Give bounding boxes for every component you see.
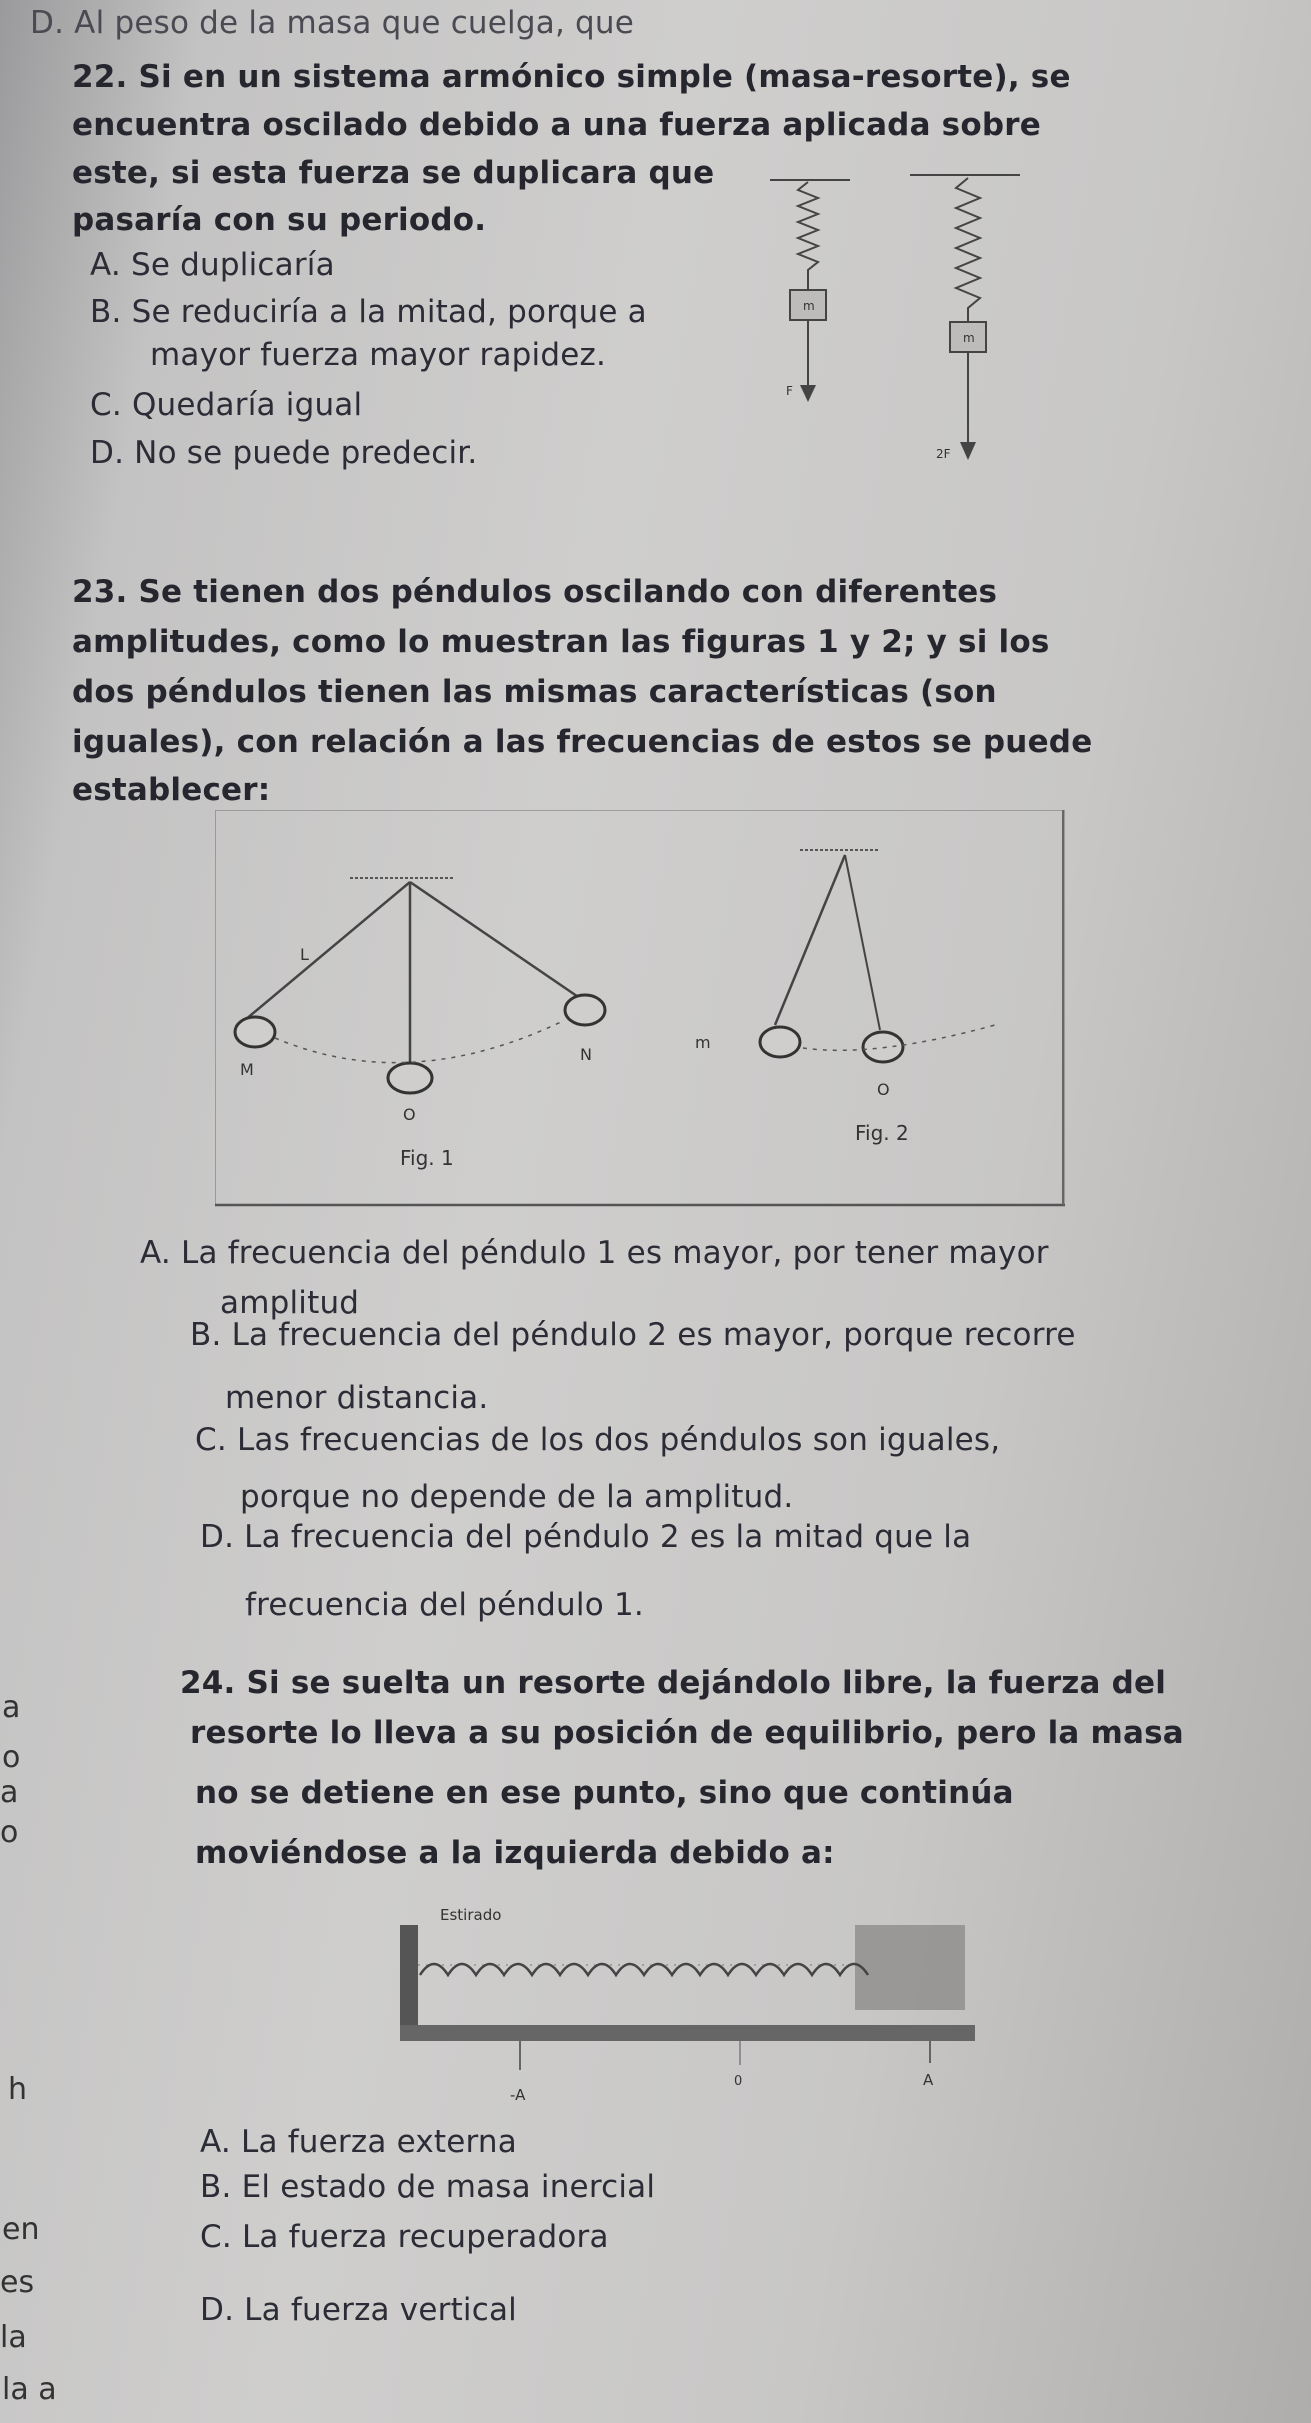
q22-option-a: A. Se duplicaría bbox=[90, 247, 335, 283]
margin-fragment: h bbox=[8, 2072, 28, 2107]
margin-fragment: la bbox=[0, 2320, 27, 2355]
prev-option-d: D. Al peso de la masa que cuelga, que bbox=[30, 5, 635, 41]
q22-option-d: D. No se puede predecir. bbox=[90, 435, 478, 471]
pendulum-1-bob-m bbox=[235, 1017, 275, 1047]
pendulum-1-string-left bbox=[245, 882, 410, 1020]
pendulum-2-string-center bbox=[845, 855, 880, 1030]
pendulum-2-string-left bbox=[775, 855, 845, 1025]
label-o-2: O bbox=[877, 1080, 890, 1099]
q22-option-b-line-2: mayor fuerza mayor rapidez. bbox=[150, 337, 607, 373]
q23-option-b-line-2: menor distancia. bbox=[225, 1380, 489, 1416]
stretched-spring bbox=[420, 1964, 868, 1975]
label-l: L bbox=[300, 945, 309, 964]
label-minus-a: -A bbox=[510, 2086, 526, 2104]
fig-2-caption: Fig. 2 bbox=[855, 1121, 909, 1145]
q24-option-d: D. La fuerza vertical bbox=[200, 2292, 517, 2328]
pendulum-1-arc bbox=[275, 1020, 565, 1063]
pendulum-2-bob-m bbox=[760, 1027, 800, 1057]
margin-fragment: en bbox=[2, 2212, 40, 2247]
q22-line-4: pasaría con su periodo. bbox=[72, 202, 487, 238]
q24-line-1: 24. Si se suelta un resorte dejándolo libre, la fuerza del bbox=[180, 1665, 1167, 1701]
q24-line-2: resorte lo lleva a su posición de equilibrio, pero la masa bbox=[190, 1715, 1184, 1751]
margin-fragment: o bbox=[0, 1815, 19, 1850]
mass-label-1: m bbox=[803, 299, 815, 313]
q23-line-4: iguales), con relación a las frecuencias de estos se puede bbox=[72, 724, 1093, 760]
label-n: N bbox=[580, 1045, 592, 1064]
spring-1 bbox=[798, 182, 818, 290]
margin-fragment: la a bbox=[2, 2372, 57, 2407]
q23-line-3: dos péndulos tienen las mismas características (son bbox=[72, 674, 997, 710]
label-o-1: O bbox=[403, 1105, 416, 1124]
label-zero: 0 bbox=[734, 2074, 743, 2089]
label-m-small: m bbox=[695, 1033, 711, 1052]
q24-line-3: no se detiene en ese punto, sino que continúa bbox=[195, 1775, 1014, 1811]
label-m: M bbox=[240, 1060, 254, 1079]
q24-option-a: A. La fuerza externa bbox=[200, 2124, 517, 2160]
force-arrow-1 bbox=[800, 385, 816, 402]
margin-fragment: a bbox=[0, 1775, 19, 1810]
q23-option-c-line-2: porque no depende de la amplitud. bbox=[240, 1479, 794, 1515]
pendulum-1-bob-n bbox=[565, 995, 605, 1025]
spring-stretched-figure bbox=[390, 1905, 990, 2105]
q24-option-b: B. El estado de masa inercial bbox=[200, 2169, 656, 2205]
estirado-label: Estirado bbox=[440, 1906, 502, 1924]
force-label-1: F bbox=[786, 384, 793, 398]
q24-option-c: C. La fuerza recuperadora bbox=[200, 2219, 609, 2255]
q22-line-1: 22. Si en un sistema armónico simple (masa-resorte), se bbox=[72, 59, 1071, 95]
q23-option-b-line-1: B. La frecuencia del péndulo 2 es mayor, porque recorre bbox=[190, 1317, 1076, 1353]
pendulum-figure bbox=[215, 810, 1065, 1210]
q22-line-3: este, si esta fuerza se duplicara que bbox=[72, 155, 715, 191]
margin-fragment: es bbox=[0, 2265, 35, 2300]
q23-option-d-line-2: frecuencia del péndulo 1. bbox=[245, 1587, 644, 1623]
q24-line-4: moviéndose a la izquierda debido a: bbox=[195, 1835, 835, 1871]
label-a: A bbox=[923, 2071, 934, 2089]
q23-option-d-line-1: D. La frecuencia del péndulo 2 es la mitad que la bbox=[200, 1519, 972, 1555]
margin-fragment: a bbox=[2, 1690, 21, 1725]
q22-option-b-line-1: B. Se reduciría a la mitad, porque a bbox=[90, 294, 647, 330]
q23-line-2: amplitudes, como lo muestran las figuras 1 y 2; y si los bbox=[72, 624, 1050, 660]
force-arrow-2 bbox=[960, 442, 976, 460]
q23-option-c-line-1: C. Las frecuencias de los dos péndulos son iguales, bbox=[195, 1422, 1001, 1458]
q22-line-2: encuentra oscilado debido a una fuerza aplicada sobre bbox=[72, 107, 1041, 143]
margin-fragment: o bbox=[2, 1740, 21, 1775]
q23-option-a-line-2: amplitud bbox=[220, 1285, 360, 1321]
spring-mass-figure bbox=[750, 160, 1080, 490]
q22-option-c: C. Quedaría igual bbox=[90, 387, 363, 423]
spring-2 bbox=[956, 178, 980, 322]
mass-label-2: m bbox=[963, 331, 975, 345]
q23-line-1: 23. Se tienen dos péndulos oscilando con diferentes bbox=[72, 574, 998, 610]
pendulum-1-string-right bbox=[410, 882, 590, 1005]
q23-option-a-line-1: A. La frecuencia del péndulo 1 es mayor, por tener mayor bbox=[140, 1235, 1049, 1271]
force-label-2: 2F bbox=[936, 447, 951, 461]
fig-1-caption: Fig. 1 bbox=[400, 1146, 454, 1170]
q23-line-5: establecer: bbox=[72, 772, 271, 808]
pendulum-1-bob-o bbox=[388, 1063, 432, 1093]
